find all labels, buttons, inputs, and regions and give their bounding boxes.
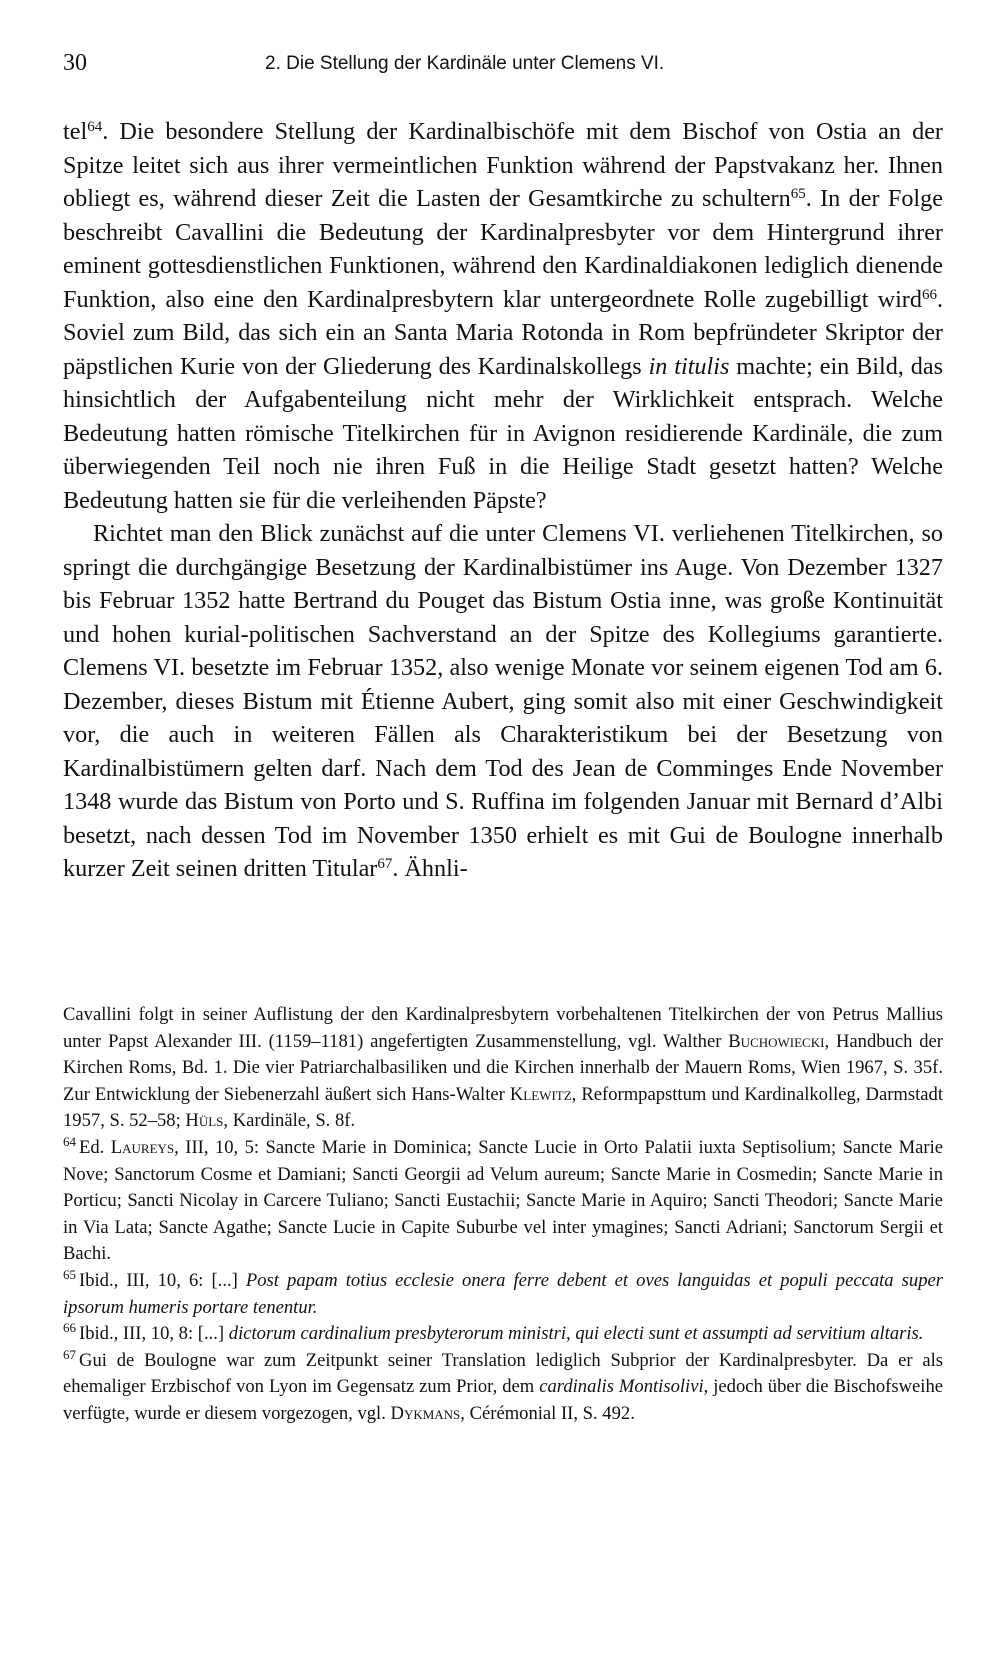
footnote-ref-66[interactable]: 66: [921, 286, 937, 303]
author-name: Hüls: [185, 1110, 224, 1132]
italic-phrase: in titulis: [648, 352, 730, 380]
footnote-64: $^{64}$ Ed. Laureys, III, 10, 5: Sancte Marie in Dominica; Sancte Lucie in Orto Palatii iuxta Septisolium; Sancte Marie Nove; Sanctorum Cosme et Damiani; Sancti Georgii ad Velum aureum; Sancte Marie in Cosmedin; Sancte Marie in Porticu; Sancti Nicolay in Carcere Tuliano; Sancti Eustachii; Sancte Marie in Aquiro; Sancti Theodori; Sancte Marie in Via Lata; Sancte Agathe; Sancte Lucie in Capite Suburbe vel inter ymagines; Sancti Adriani; Sanctorum Sergii et Bachi.: [63, 1133, 943, 1265]
footnote-ref-67[interactable]: 67: [377, 855, 393, 872]
running-title: 2. Die Stellung der Kardinäle unter Clemens VI.: [265, 53, 665, 74]
author-name: Dykmans: [390, 1402, 461, 1424]
footnote-67: $^{67}$ Gui de Boulogne war zum Zeitpunkt seiner Translation lediglich Subprior der Kardinalpresbyter. Da er als ehemaliger Erzbischof von Lyon im Gegensatz zum Prior, dem cardinalis Montisolivi, jedoch über die Bischofsweihe verfügte, wurde er diesem vorgezogen, vgl. Dykmans, Cérémonial II, S. 492.: [63, 1346, 943, 1424]
main-text: [63, 115, 943, 886]
latin-quote: dictorum cardinalium presbyterorum ministri, qui electi sunt et assumpti ad servitium altaris.: [228, 1323, 924, 1345]
footnote-continuation: Cavallini folgt in seiner Auflistung der den Kardinalpresbytern vorbehaltenen Titelkirchen der von Petrus Mallius unter Papst Alexander III. (1159–1181) angefertigten Zusammenstellung, vgl. Walther Buchowiecki, Handbuch der Kirchen Roms, Bd. 1. Die vier Patriarchalbasiliken und die Kirchen innerhalb der Mauern Roms, Wien 1967, S. 35f. Zur Entwicklung der Siebenerzahl äußert sich Hans-Walter Klewitz, Reformpapsttum und Kardinalkolleg, Darmstadt 1957, S. 52–58; Hüls, Kardinäle, S. 8f.: [63, 1004, 944, 1132]
footnote-number: 64: [63, 1133, 77, 1149]
italic-phrase: cardinalis Montisolivi: [539, 1376, 704, 1398]
footnote-number: 66: [63, 1319, 77, 1335]
footnote-number: 67: [63, 1346, 77, 1362]
latin-quote: Post papam totius ecclesie onera ferre debent et oves languidas et populi peccata super ipsorum humeris portare tenentur.: [63, 1269, 943, 1318]
page-number: 30: [63, 50, 87, 76]
author-name: Buchowiecki: [728, 1030, 825, 1052]
footnote-ref-65[interactable]: 65: [790, 185, 806, 202]
footnote-number: 65: [63, 1266, 77, 1282]
author-name: Laureys: [110, 1136, 175, 1158]
paragraph: Richtet man den Blick zunächst auf die unter Clemens VI. verliehenen Titelkirchen, so springt die durchgängige Besetzung der Kardinalbistümer ins Auge. Von Dezember 1327 bis Februar 1352 hatte Bertrand du Pouget das Bistum Ostia inne, was große Kontinuität und hohen kurial-politischen Sachverstand an der Spitze des Kollegiums garantierte. Clemens VI. besetzte im Februar 1352, also wenige Monate vor seinem eigenen Tod am 6. Dezember, dieses Bistum mit Étienne Aubert, ging somit also mit einer Geschwindigkeit vor, die auch in weiteren Fällen als Charakteristikum bei der Besetzung von Kardinalbistümern gelten darf. Nach dem Tod des Jean de Comminges Ende November 1348 wurde das Bistum von Porto und S. Ruffina im folgenden Januar mit Bernard d’Albi besetzt, nach dessen Tod im November 1350 erhielt es mit Gui de Boulogne innerhalb kurzer Zeit seinen dritten Titular$^{67}$. Ähnli-: [63, 520, 943, 882]
paragraph: tel$^{64}$. Die besondere Stellung der Kardinalbischöfe mit dem Bischof von Ostia an der Spitze leitet sich aus ihrer vermeintlichen Funktion während der Papstvakanz her. Ihnen obliegt es, während dieser Zeit die Lasten der Gesamtkirche zu schultern$^{65}$. In der Folge beschreibt Cavallini die Bedeutung der Kardinalpresbyter vor dem Hintergrund ihrer eminent gottesdienstlichen Funktionen, während den Kardinaldiakonen lediglich dienende Funktion, also eine den Kardinalpresbytern klar untergeordnete Rolle zugebilligt wird$^{66}$. Soviel zum Bild, das sich ein an Santa Maria Rotonda in Rom bepfründeter Skriptor der päpstlichen Kurie von der Gliederung des Kardinalskollegs in titulis machte; ein Bild, das hinsichtlich der Aufgabenteilung nicht mehr der Wirklichkeit entsprach. Welche Bedeutung hatten römische Titelkirchen für in Avignon residierende Kardinäle, die zum überwiegenden Teil noch nie ihren Fuß in die Heilige Stadt gesetzt hatten? Welche Bedeutung hatten sie für die verleihenden Päpste?: [63, 118, 943, 514]
footnote-66: $^{66}$ Ibid., III, 10, 8: [...] dictorum cardinalium presbyterorum ministri, qui electi sunt et assumpti ad servitium altaris.: [63, 1319, 924, 1345]
footnote-65: $^{65}$ Ibid., III, 10, 6: [...] Post papam totius ecclesie onera ferre debent et oves languidas et populi peccata super ipsorum humeris portare tenentur.: [63, 1266, 943, 1318]
footnote-ref-64[interactable]: 64: [87, 118, 103, 135]
footnotes: [63, 1002, 943, 1428]
author-name: Klewitz: [509, 1083, 572, 1105]
